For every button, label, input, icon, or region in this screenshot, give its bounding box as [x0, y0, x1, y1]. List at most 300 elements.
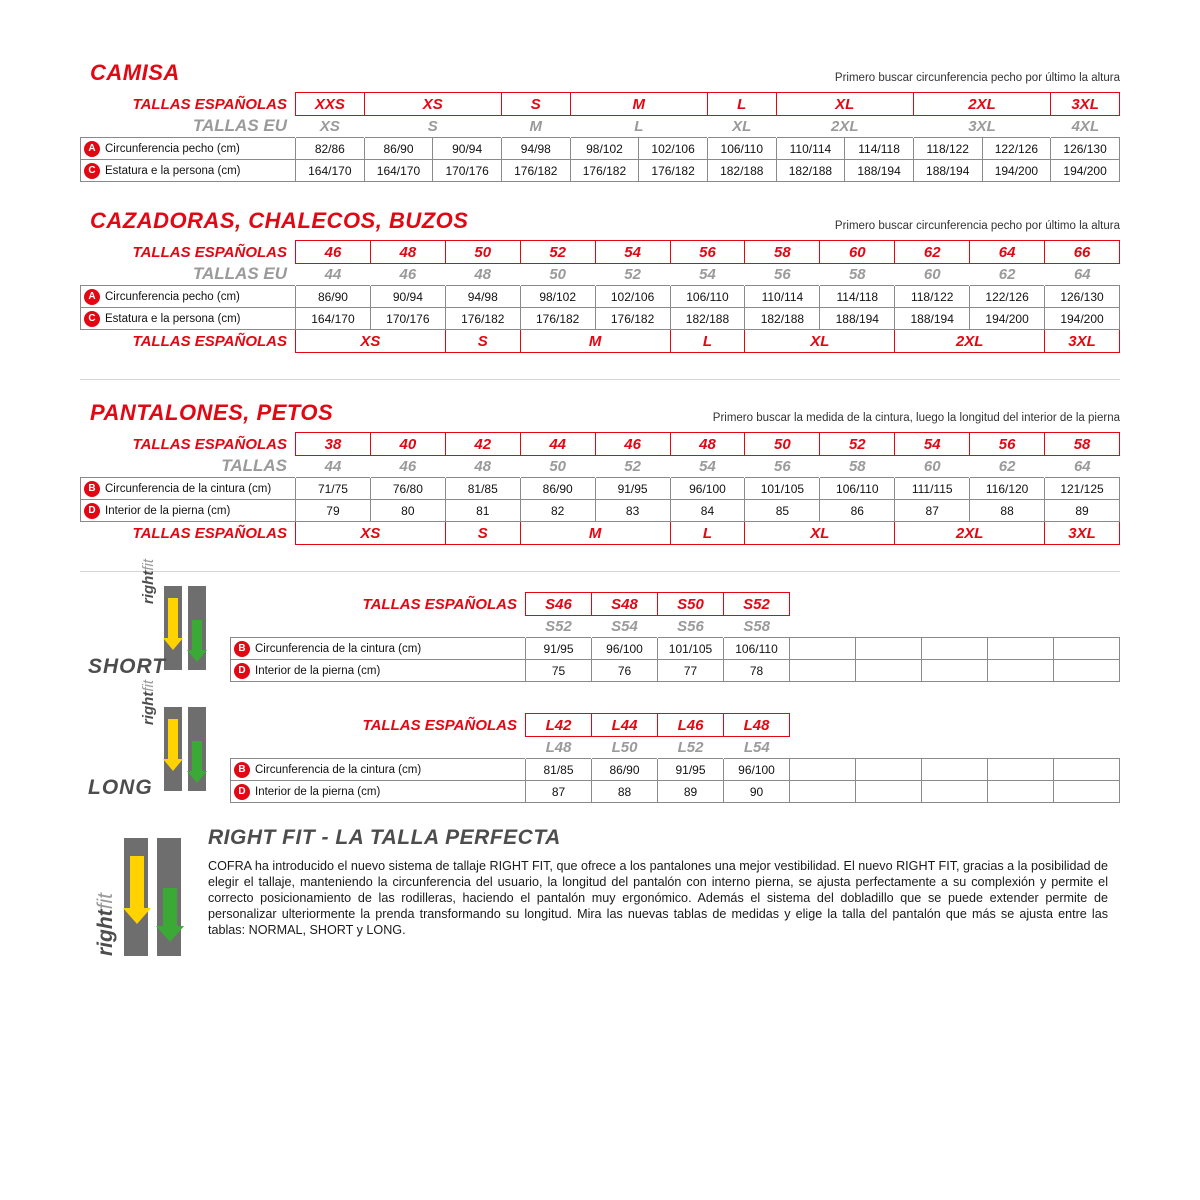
cell: L: [670, 522, 745, 545]
rightfit-right: right: [140, 691, 157, 725]
cell: L48: [724, 714, 790, 737]
empty-cell: [790, 781, 856, 803]
cell: 64: [1045, 264, 1120, 286]
cell: 86/90: [364, 138, 433, 160]
cell: 176/182: [501, 160, 570, 182]
short-row-es: [231, 593, 1120, 616]
cell: 76/80: [370, 478, 445, 500]
cell: 126/130: [1045, 286, 1120, 308]
rightfit-wordmark: [94, 893, 118, 956]
empty-cell: [988, 638, 1054, 660]
cell: 60: [895, 264, 970, 286]
long-measure-label: [231, 759, 526, 781]
cell: L52: [658, 737, 724, 759]
measure-text: Interior de la pierna (cm): [105, 504, 231, 517]
rightfit-description: [80, 826, 1120, 966]
camisa-es-cell: XL: [776, 93, 913, 116]
cell: 44: [520, 433, 595, 456]
cell: 58: [820, 456, 895, 478]
cell: 164/170: [296, 160, 365, 182]
pantalones-footer-label: TALLAS ESPAÑOLAS: [132, 524, 287, 542]
cell: L50: [592, 737, 658, 759]
pantalones-note: Primero buscar la medida de la cintura, luego la longitud del interior de la pierna: [712, 412, 1120, 424]
measure-text: Circunferencia pecho (cm): [105, 142, 240, 155]
pantalones-table: [80, 432, 1120, 545]
empty-cell: [1054, 759, 1120, 781]
cell: 96/100: [670, 478, 745, 500]
camisa-measure-label: [81, 160, 296, 182]
badge-a-icon: A: [84, 141, 100, 157]
cell: 62: [970, 456, 1045, 478]
cell: 194/200: [1045, 308, 1120, 330]
cell: 62: [895, 241, 970, 264]
pantalones-row-es: [81, 433, 1120, 456]
badge-b-icon: B: [234, 762, 250, 778]
rightfit-right: right: [94, 909, 117, 956]
cell: 40: [370, 433, 445, 456]
cell: 56: [970, 433, 1045, 456]
cell: 54: [670, 456, 745, 478]
cell: 50: [445, 241, 520, 264]
cell: 78: [724, 660, 790, 682]
camisa-eu-cell: 4XL: [1051, 116, 1120, 138]
table-row: [81, 138, 1120, 160]
cell: XS: [296, 330, 446, 353]
camisa-note: Primero buscar circunferencia pecho por último la altura: [834, 72, 1120, 84]
cell: 91/95: [595, 478, 670, 500]
camisa-eu-label: TALLAS EU: [192, 116, 287, 136]
cell: 102/106: [595, 286, 670, 308]
cell: 106/110: [670, 286, 745, 308]
short-measure-label: [231, 638, 526, 660]
pants-icon: [164, 586, 206, 670]
short-logo: [80, 559, 230, 687]
pantalones-row-footer: [81, 522, 1120, 545]
cell: 90/94: [433, 138, 502, 160]
cazadoras-row-eu: [81, 264, 1120, 286]
pants-icon: [164, 707, 206, 791]
empty-cell: [790, 638, 856, 660]
cell: 56: [745, 456, 820, 478]
cell: 182/188: [670, 308, 745, 330]
rightfit-logo-icon: [140, 680, 232, 807]
cell: 77: [658, 660, 724, 682]
cell: 54: [595, 241, 670, 264]
measure-text: Estatura e la persona (cm): [105, 312, 241, 325]
cazadoras-note: Primero buscar circunferencia pecho por último la altura: [834, 220, 1120, 232]
cell: 188/194: [845, 160, 914, 182]
cell: 84: [670, 500, 745, 522]
empty-cell: [1054, 638, 1120, 660]
cell: 3XL: [1045, 522, 1120, 545]
cell: 46: [370, 456, 445, 478]
short-label: SHORT: [88, 655, 167, 678]
yellow-arrow-icon: [168, 598, 178, 638]
cell: 106/110: [707, 138, 776, 160]
cell: S56: [658, 616, 724, 638]
cell: 71/75: [296, 478, 371, 500]
green-arrow-icon: [192, 620, 202, 650]
cell: 188/194: [895, 308, 970, 330]
cell: 98/102: [520, 286, 595, 308]
camisa-title: CAMISA: [90, 60, 180, 85]
cell: 75: [526, 660, 592, 682]
cell: 88: [970, 500, 1045, 522]
cell: 86/90: [592, 759, 658, 781]
cazadoras-header: [80, 208, 1120, 240]
empty-cell: [1054, 781, 1120, 803]
cell: 52: [820, 433, 895, 456]
cell: 89: [1045, 500, 1120, 522]
cell: L: [670, 330, 745, 353]
section-long: [80, 680, 1120, 808]
cell: 58: [820, 264, 895, 286]
cell: 121/125: [1045, 478, 1120, 500]
camisa-es-label: TALLAS ESPAÑOLAS: [132, 95, 287, 113]
cell: 86/90: [296, 286, 371, 308]
cell: L46: [658, 714, 724, 737]
cell: 194/200: [970, 308, 1045, 330]
cell: 64: [970, 241, 1045, 264]
empty-cell: [856, 638, 922, 660]
cell: 88: [592, 781, 658, 803]
pantalones-eu-label: TALLAS: [221, 456, 287, 476]
camisa-header: [80, 60, 1120, 92]
cell: M: [520, 522, 670, 545]
cell: 87: [895, 500, 970, 522]
cell: L44: [592, 714, 658, 737]
cell: 46: [296, 241, 371, 264]
pantalones-es-label: TALLAS ESPAÑOLAS: [132, 435, 287, 453]
cell: 164/170: [364, 160, 433, 182]
cell: 116/120: [970, 478, 1045, 500]
measure-text: Circunferencia de la cintura (cm): [105, 482, 272, 495]
empty-cell: [922, 759, 988, 781]
cell: 82/86: [296, 138, 365, 160]
badge-c-icon: C: [84, 311, 100, 327]
cazadoras-row-footer: [81, 330, 1120, 353]
measure-text: Interior de la pierna (cm): [255, 785, 381, 798]
yellow-arrow-icon: [130, 856, 144, 908]
cell: 91/95: [658, 759, 724, 781]
cell: 52: [595, 264, 670, 286]
measure-text: Circunferencia de la cintura (cm): [255, 763, 422, 776]
camisa-es-cell: L: [707, 93, 776, 116]
camisa-es-cell: XS: [364, 93, 501, 116]
table-row: [81, 286, 1120, 308]
cell: 98/102: [570, 138, 639, 160]
badge-d-icon: D: [84, 503, 100, 519]
cell: 50: [520, 456, 595, 478]
cell: 86: [820, 500, 895, 522]
cazadoras-table: [80, 240, 1120, 353]
cell: 96/100: [724, 759, 790, 781]
cell: 188/194: [913, 160, 982, 182]
cell: XS: [296, 522, 446, 545]
green-arrow-icon: [192, 741, 202, 771]
cell: S: [445, 330, 520, 353]
cell: 64: [1045, 456, 1120, 478]
cell: 194/200: [1051, 160, 1120, 182]
table-row: [231, 759, 1120, 781]
camisa-measure-label: [81, 138, 296, 160]
rightfit-wordmark: [140, 559, 157, 604]
camisa-row-es: [81, 93, 1120, 116]
table-row: [81, 478, 1120, 500]
rightfit-logo-large-icon: [80, 826, 190, 966]
green-arrow-icon: [163, 888, 177, 926]
cell: 164/170: [296, 308, 371, 330]
cell: 56: [670, 241, 745, 264]
camisa-es-cell: XXS: [296, 93, 365, 116]
cell: 83: [595, 500, 670, 522]
rightfit-fit: fit: [140, 559, 157, 571]
cazadoras-footer-label: TALLAS ESPAÑOLAS: [132, 332, 287, 350]
pantalones-row-eu: [81, 456, 1120, 478]
pantalones-measure-label: [81, 478, 296, 500]
cell: 106/110: [724, 638, 790, 660]
cell: 58: [745, 241, 820, 264]
long-measure-label: [231, 781, 526, 803]
badge-b-icon: B: [234, 641, 250, 657]
cell: 110/114: [745, 286, 820, 308]
camisa-eu-cell: XS: [296, 116, 365, 138]
short-measure-label: [231, 660, 526, 682]
camisa-eu-cell: 3XL: [913, 116, 1050, 138]
camisa-eu-cell: S: [364, 116, 501, 138]
cell: 56: [745, 264, 820, 286]
cell: 182/188: [745, 308, 820, 330]
cazadoras-es-label: TALLAS ESPAÑOLAS: [132, 243, 287, 261]
rightfit-fit: fit: [94, 893, 117, 910]
camisa-row-eu: [81, 116, 1120, 138]
camisa-es-cell: S: [501, 93, 570, 116]
cell: S48: [592, 593, 658, 616]
cell: 48: [445, 264, 520, 286]
cell: 3XL: [1045, 330, 1120, 353]
empty-cell: [856, 781, 922, 803]
pantalones-title: PANTALONES, PETOS: [90, 400, 334, 425]
empty-cell: [922, 781, 988, 803]
section-pantalones: [80, 400, 1120, 545]
cell: 90/94: [370, 286, 445, 308]
cell: 66: [1045, 241, 1120, 264]
camisa-eu-cell: M: [501, 116, 570, 138]
badge-a-icon: A: [84, 289, 100, 305]
cell: 86/90: [520, 478, 595, 500]
cell: 170/176: [433, 160, 502, 182]
rightfit-body: COFRA ha introducido el nuevo sistema de tallaje RIGHT FIT, que ofrece a los pantalones una mejor vestibilidad. El nuevo RIGHT FIT, gracias a la posibilidad de elegir el tallaje, manteniendo la circunferencia del usuario, la longitud del pantalón con interno pierna, se ajusta perfectamente a su complexión y permite el correcto posicionamiento de las rodilleras, haciendo el pantalón muy ergonómico. Además el sistema del dobladillo que se puede extender permite de personalizar ulteriormente la prenda transformando su longitud. Mira las nuevas tablas de medidas y elige la talla del pantalón que más se ajusta entre las tablas: NORMAL, SHORT y LONG.: [208, 859, 1108, 938]
cell: 2XL: [895, 330, 1045, 353]
camisa-eu-cell: L: [570, 116, 707, 138]
cell: 114/118: [820, 286, 895, 308]
cell: L42: [526, 714, 592, 737]
table-row: [231, 781, 1120, 803]
divider: [80, 379, 1120, 380]
cell: 122/126: [970, 286, 1045, 308]
rightfit-wordmark: [140, 680, 157, 725]
camisa-eu-cell: XL: [707, 116, 776, 138]
short-row-eu: [231, 616, 1120, 638]
table-row: [231, 660, 1120, 682]
cell: 80: [370, 500, 445, 522]
short-table-wrap: [230, 592, 1120, 682]
cell: 122/126: [982, 138, 1051, 160]
long-es-label: TALLAS ESPAÑOLAS: [362, 716, 517, 734]
badge-c-icon: C: [84, 163, 100, 179]
cell: 90: [724, 781, 790, 803]
cell: L54: [724, 737, 790, 759]
long-label: LONG: [88, 776, 153, 799]
cazadoras-row-es: [81, 241, 1120, 264]
short-table: [230, 592, 1120, 682]
empty-cell: [856, 660, 922, 682]
cell: 106/110: [820, 478, 895, 500]
measure-text: Interior de la pierna (cm): [255, 664, 381, 677]
cell: 101/105: [745, 478, 820, 500]
cell: 170/176: [370, 308, 445, 330]
cell: 81: [445, 500, 520, 522]
cell: 46: [595, 433, 670, 456]
cell: S50: [658, 593, 724, 616]
badge-b-icon: B: [84, 481, 100, 497]
cell: 42: [445, 433, 520, 456]
cell: 52: [520, 241, 595, 264]
table-row: [81, 500, 1120, 522]
section-short: [80, 559, 1120, 687]
cell: 176/182: [520, 308, 595, 330]
cell: 60: [895, 456, 970, 478]
long-row-es: [231, 714, 1120, 737]
long-table-wrap: [230, 713, 1120, 803]
cell: S54: [592, 616, 658, 638]
cell: 60: [820, 241, 895, 264]
empty-cell: [1054, 660, 1120, 682]
cell: 188/194: [820, 308, 895, 330]
cell: 111/115: [895, 478, 970, 500]
long-row-eu: [231, 737, 1120, 759]
cell: 176/182: [639, 160, 708, 182]
camisa-es-cell: 3XL: [1051, 93, 1120, 116]
cell: 101/105: [658, 638, 724, 660]
cell: 44: [296, 264, 371, 286]
cazadoras-measure-label: [81, 286, 296, 308]
cell: 85: [745, 500, 820, 522]
cell: 54: [895, 433, 970, 456]
cell: S52: [724, 593, 790, 616]
rightfit-title: RIGHT FIT - LA TALLA PERFECTA: [208, 826, 561, 849]
cell: 176/182: [445, 308, 520, 330]
rightfit-fit: fit: [140, 680, 157, 692]
cell: 176/182: [570, 160, 639, 182]
cell: S58: [724, 616, 790, 638]
section-cazadoras: [80, 208, 1120, 353]
cell: 96/100: [592, 638, 658, 660]
cell: S46: [526, 593, 592, 616]
empty-cell: [988, 660, 1054, 682]
badge-d-icon: D: [234, 663, 250, 679]
cell: 54: [670, 264, 745, 286]
cell: 81/85: [445, 478, 520, 500]
camisa-es-cell: 2XL: [913, 93, 1050, 116]
cell: XL: [745, 330, 895, 353]
cell: 82: [520, 500, 595, 522]
badge-d-icon: D: [234, 784, 250, 800]
rightfit-text-block: [208, 826, 1120, 939]
cell: 48: [670, 433, 745, 456]
empty-cell: [922, 638, 988, 660]
rightfit-right: right: [140, 570, 157, 604]
empty-cell: [922, 660, 988, 682]
measure-text: Circunferencia de la cintura (cm): [255, 642, 422, 655]
long-table: [230, 713, 1120, 803]
cell: 38: [296, 433, 371, 456]
camisa-eu-cell: 2XL: [776, 116, 913, 138]
cell: S: [445, 522, 520, 545]
cell: 76: [592, 660, 658, 682]
cell: 2XL: [895, 522, 1045, 545]
cell: 118/122: [913, 138, 982, 160]
cell: S52: [526, 616, 592, 638]
cazadoras-title: CAZADORAS, CHALECOS, BUZOS: [90, 208, 469, 233]
pantalones-header: [80, 400, 1120, 432]
divider: [80, 571, 1120, 572]
cell: 89: [658, 781, 724, 803]
empty-cell: [790, 759, 856, 781]
table-row: [231, 638, 1120, 660]
cell: 94/98: [445, 286, 520, 308]
long-logo: [80, 680, 230, 808]
cell: 48: [370, 241, 445, 264]
camisa-es-cell: M: [570, 93, 707, 116]
cell: 118/122: [895, 286, 970, 308]
cell: 194/200: [982, 160, 1051, 182]
cell: 62: [970, 264, 1045, 286]
cell: 114/118: [845, 138, 914, 160]
section-camisa: [80, 60, 1120, 182]
cell: 87: [526, 781, 592, 803]
measure-text: Estatura e la persona (cm): [105, 164, 241, 177]
cell: L48: [526, 737, 592, 759]
cell: 50: [520, 264, 595, 286]
empty-cell: [988, 759, 1054, 781]
cell: 44: [296, 456, 371, 478]
cell: 94/98: [501, 138, 570, 160]
cell: 102/106: [639, 138, 708, 160]
empty-cell: [988, 781, 1054, 803]
table-row: [81, 308, 1120, 330]
cell: 126/130: [1051, 138, 1120, 160]
measure-text: Circunferencia pecho (cm): [105, 290, 240, 303]
cell: M: [520, 330, 670, 353]
cell: 110/114: [776, 138, 845, 160]
camisa-table: [80, 92, 1120, 182]
yellow-arrow-icon: [168, 719, 178, 759]
empty-cell: [790, 660, 856, 682]
cell: 48: [445, 456, 520, 478]
cell: 79: [296, 500, 371, 522]
cell: 81/85: [526, 759, 592, 781]
empty-cell: [856, 759, 922, 781]
cell: 182/188: [776, 160, 845, 182]
cell: 50: [745, 433, 820, 456]
cell: XL: [745, 522, 895, 545]
cazadoras-measure-label: [81, 308, 296, 330]
cell: 176/182: [595, 308, 670, 330]
cell: 91/95: [526, 638, 592, 660]
cell: 58: [1045, 433, 1120, 456]
cell: 52: [595, 456, 670, 478]
